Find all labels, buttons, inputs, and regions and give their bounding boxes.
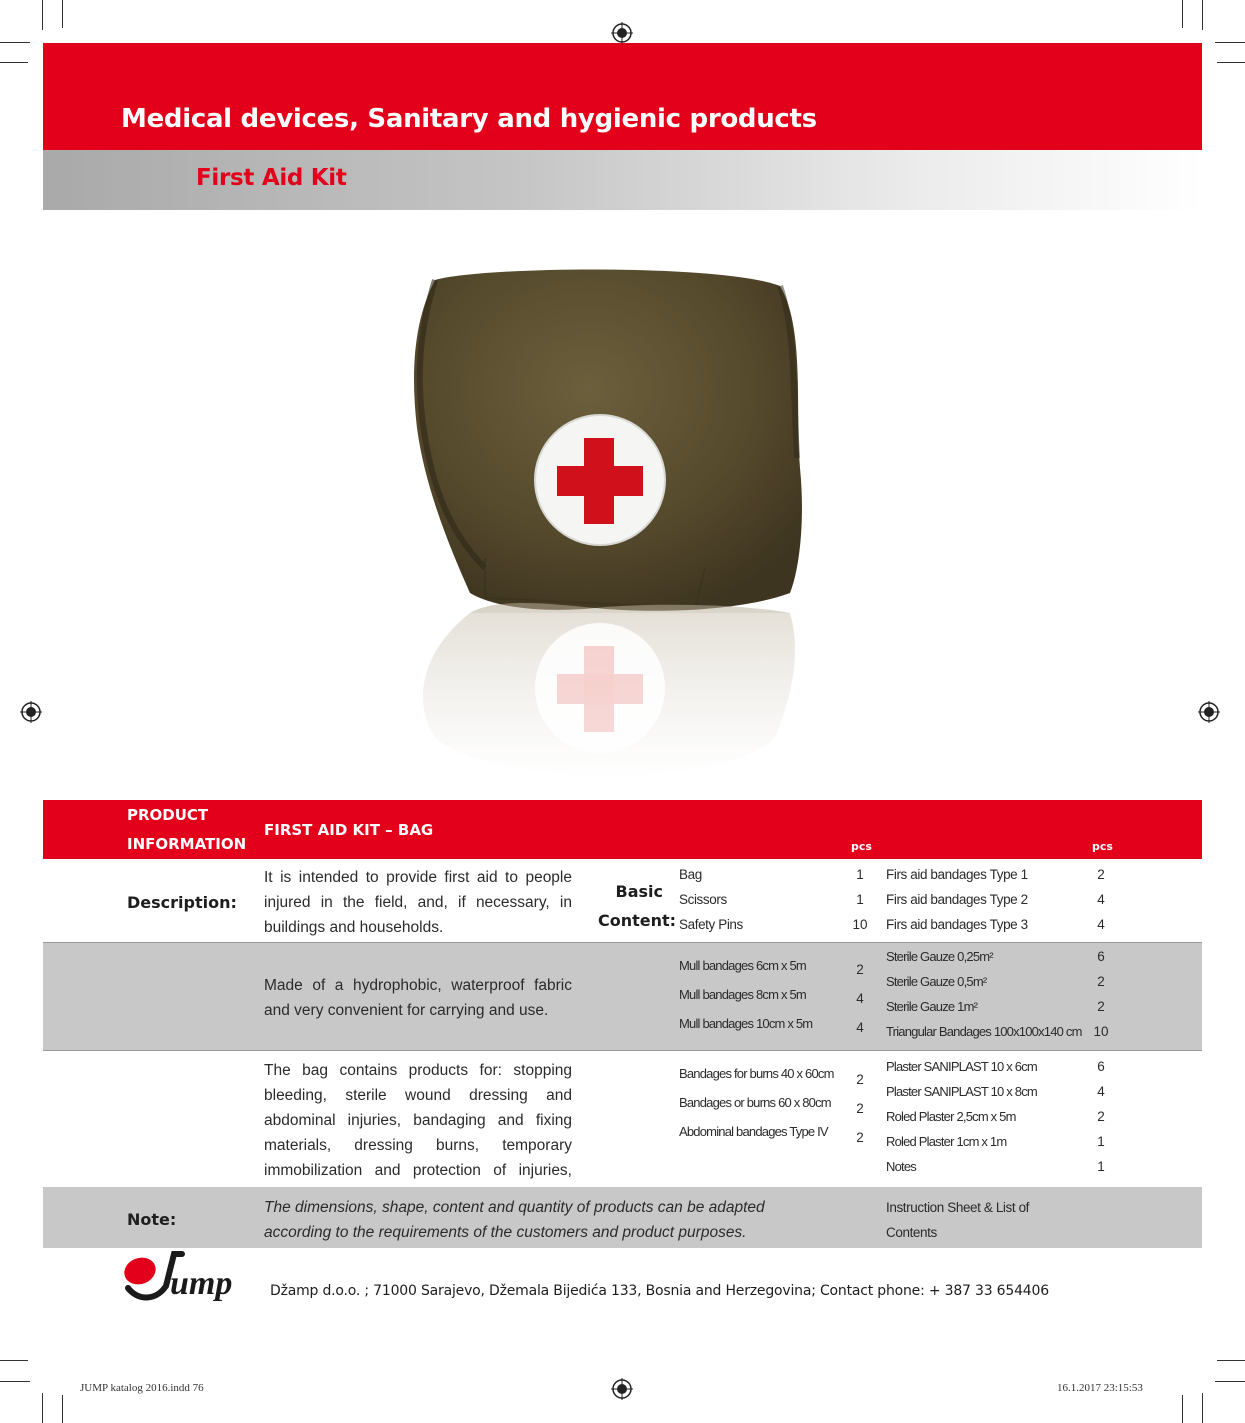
content-item-qty: 4 [1097,892,1105,907]
content-item-name: Triangular Bandages 100x100x140 cm [886,1024,1082,1039]
content-item-name: Firs aid bandages Type 3 [886,917,1028,932]
content-item-name: Bandages for burns 40 x 60cm [679,1066,834,1081]
content-item-qty: 2 [856,1101,864,1116]
crop-mark [1217,1360,1245,1361]
content-item-qty: 4 [856,991,864,1006]
note-text: The dimensions, shape, content and quantity of products can be adapted according to the requirements of the customers and product purposes. [264,1199,765,1241]
registration-mark-icon [611,22,633,44]
content-item-name: Firs aid bandages Type 2 [886,892,1028,907]
crop-mark [0,42,30,43]
registration-mark-icon [611,1378,633,1400]
crop-mark [1215,1381,1245,1382]
content-item-name: Notes [886,1159,916,1174]
content-item-qty: 6 [1097,1059,1105,1074]
content-item-qty: 2 [856,1072,864,1087]
content-item-qty: 2 [1097,974,1105,989]
table-header-label: PRODUCT INFORMATION [127,806,247,853]
content-item-name: Abdominal bandages Type IV [679,1124,828,1139]
content-item-name: Plaster SANIPLAST 10 x 8cm [886,1084,1037,1099]
content-item-name: Mull bandages 10cm x 5m [679,1016,813,1031]
crop-mark [1217,62,1245,63]
description-label: Description: [127,893,237,912]
content-item-qty: 1 [1097,1134,1105,1149]
content-item-name: Firs aid bandages Type 1 [886,867,1028,882]
first-aid-bag-image [395,268,825,803]
content-item-qty: 4 [856,1020,864,1035]
company-contact: Džamp d.o.o. ; 71000 Sarajevo, Džemala Bijedića 133, Bosnia and Herzegovina; Contact phone: + 387 33 654406 [270,1283,1049,1299]
content-item-qty: 2 [1097,867,1105,882]
crop-mark [0,1381,30,1382]
date-slug: 16.1.2017 23:15:53 [1057,1382,1143,1394]
crop-mark [42,1393,43,1423]
content-item-name: Plaster SANIPLAST 10 x 6cm [886,1059,1037,1074]
registration-mark-icon [1198,701,1220,723]
content-item-qty: 1 [1097,1159,1105,1174]
content-item-qty: 6 [1097,949,1105,964]
description-text: The bag contains products for: stopping bleeding, sterile wound dressing and abdominal injuries, bandaging and fixing materials, dressing burns, temporary immobilization and protection of injuries, [264,1062,572,1179]
content-item-qty: 10 [1093,1024,1109,1039]
note-label: Note: [127,1210,177,1229]
crop-mark [62,1395,63,1423]
product-title: First Aid Kit [196,165,347,191]
crop-mark [1202,0,1203,30]
crop-mark [1202,1393,1203,1423]
content-item-name: Scissors [679,892,727,907]
content-item-name: Mull bandages 8cm x 5m [679,987,806,1002]
crop-mark [1182,1395,1183,1423]
file-slug: JUMP katalog 2016.indd 76 [80,1382,204,1394]
content-item-qty: 2 [856,1130,864,1145]
content-item-name: Sterile Gauze 0,25m² [886,949,993,964]
content-item-name: Sterile Gauze 0,5m² [886,974,987,989]
content-item-name: Roled Plaster 1cm x 1m [886,1134,1007,1149]
content-item-qty: 4 [1097,1084,1105,1099]
basic-content-label: Basic Content: [598,882,677,930]
content-item-qty: 2 [1097,999,1105,1014]
content-item-name: Bag [679,867,702,882]
row-divider [43,1050,1202,1051]
crop-mark [1182,0,1183,28]
pcs-label: pcs [1092,840,1113,853]
jump-logo [118,1246,258,1316]
pcs-label: pcs [851,840,872,853]
content-item-qty: 2 [1097,1109,1105,1124]
crop-mark [0,1360,28,1361]
category-title: Medical devices, Sanitary and hygienic products [121,104,817,134]
product-name: FIRST AID KIT – BAG [264,821,434,839]
content-item-name: Mull bandages 6cm x 5m [679,958,806,973]
instruction-sheet-item: Instruction Sheet & List of Contents [886,1200,1030,1240]
crop-mark [62,0,63,28]
content-item-name: Bandages or burns 60 x 80cm [679,1095,831,1110]
content-item-qty: 2 [856,962,864,977]
crop-mark [42,0,43,30]
crop-mark [0,62,28,63]
registration-mark-icon [20,701,42,723]
content-item-qty: 1 [856,892,864,907]
content-item-name: Safety Pins [679,917,743,932]
description-text: Made of a hydrophobic, waterproof fabric and very convenient for carrying and use. [264,977,572,1019]
crop-mark [1215,42,1245,43]
description-text: It is intended to provide first aid to people injured in the field, and, if necessary, in buildings and households. [264,869,572,936]
content-item-qty: 10 [852,917,868,932]
svg-text:ump: ump [170,1265,233,1302]
content-item-qty: 4 [1097,917,1105,932]
content-item-name: Roled Plaster 2,5cm x 5m [886,1109,1016,1124]
content-item-name: Sterile Gauze 1m² [886,999,978,1014]
content-item-qty: 1 [856,867,864,882]
